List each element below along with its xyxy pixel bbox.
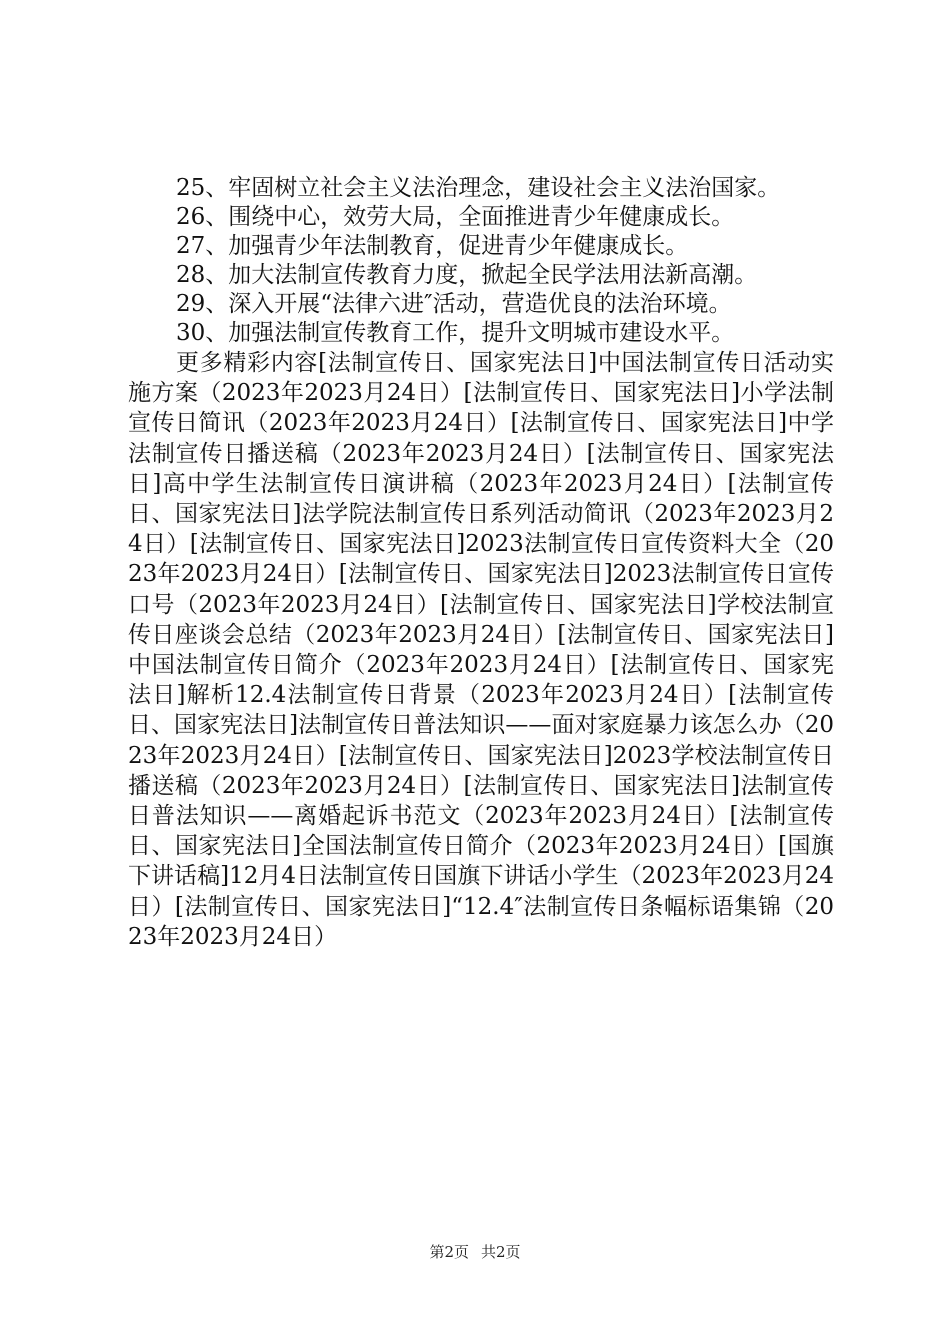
page-number: 第2页 <box>429 1243 469 1261</box>
list-item: 29、深入开展“法律六进″活动，营造优良的法治环境。 <box>176 291 732 317</box>
page-footer <box>0 1242 950 1262</box>
list-item: 30、加强法制宣传教育工作，提升文明城市建设水平。 <box>176 320 735 346</box>
document-body <box>128 174 834 952</box>
list-item: 25、牢固树立社会主义法治理念，建设社会主义法治国家。 <box>176 175 781 201</box>
list-item: 26、围绕中心，效劳大局，全面推进青少年健康成长。 <box>176 204 735 230</box>
more-content-paragraph: 更多精彩内容[法制宣传日、国家宪法日]中国法制宣传日活动实施方案（2023年2023月24日）[法制宣传日、国家宪法日]小学法制宣传日简讯（2023年2023月24日）[法制宣传日、国家宪法日]中学法制宣传日播送稿（2023年2023月24日）[法制宣传日、国家宪法日]高中学生法制宣传日演讲稿（2023年2023月24日）[法制宣传日、国家宪法日]法学院法制宣传日系列活动简讯（2023年2023月24日）[法制宣传日、国家宪法日]2023法制宣传日宣传资料大全（2023年2023月24日）[法制宣传日、国家宪法日]2023法制宣传日宣传口号（2023年2023月24日）[法制宣传日、国家宪法日]学校法制宣传日座谈会总结（2023年2023月24日）[法制宣传日、国家宪法日]中国法制宣传日简介（2023年2023月24日）[法制宣传日、国家宪法日]解析12.4法制宣传日背景（2023年2023月24日）[法制宣传日、国家宪法日]法制宣传日普法知识——面对家庭暴力该怎么办（2023年2023月24日）[法制宣传日、国家宪法日]2023学校法制宣传日播送稿（2023年2023月24日）[法制宣传日、国家宪法日]法制宣传日普法知识——离婚起诉书范文（2023年2023月24日）[法制宣传日、国家宪法日]全国法制宣传日简介（2023年2023月24日）[国旗下讲话稿]12月4日法制宣传日国旗下讲话小学生（2023年2023月24日）[法制宣传日、国家宪法日]“12.4″法制宣传日条幅标语集锦（2023年2023月24日） <box>128 350 834 950</box>
page-total: 共2页 <box>481 1243 521 1261</box>
list-item: 27、加强青少年法制教育，促进青少年健康成长。 <box>176 233 689 259</box>
list-item: 28、加大法制宣传教育力度，掀起全民学法用法新高潮。 <box>176 262 758 288</box>
